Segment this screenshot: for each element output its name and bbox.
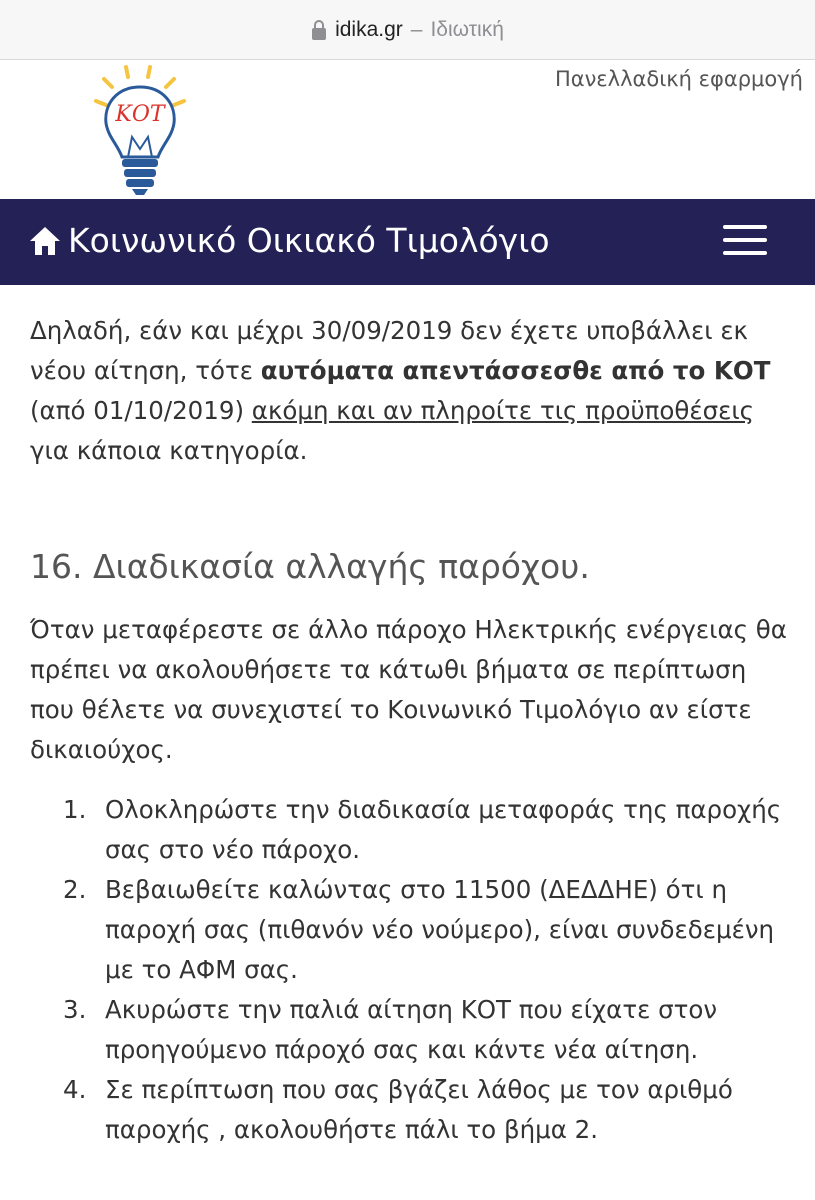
list-number: 4. — [63, 1075, 87, 1104]
kot-logo[interactable] — [88, 65, 192, 197]
paragraph-provider-change: Όταν μεταφέρεστε σε άλλο πάροχο Ηλεκτρικής ενέργειας θα πρέπει να ακολουθήσετε τα κάτωθι βήματα σε περίπτωση που θέλετε να συνεχιστεί το Κοινωνικό Τιμολόγιο αν είστε δικαιούχος. — [30, 615, 787, 764]
browser-url-bar[interactable] — [0, 0, 815, 60]
paragraph-auto-removal — [30, 311, 790, 471]
paragraph-bold-text: αυτόματα απεντάσσεσθε από το ΚΟΤ — [260, 356, 771, 385]
url-domain: idika.gr — [335, 17, 403, 41]
article-content — [0, 285, 815, 1200]
steps-list — [30, 790, 800, 1150]
list-item-text: Βεβαιωθείτε καλώντας στο 11500 (ΔΕΔΔΗΕ) ότι η παροχή σας (πιθανόν νέο νούμερο), είναι συνδεδεμένη με το ΑΦΜ σας. — [105, 875, 775, 984]
section-heading: 16. Διαδικασία αλλαγής παρόχου. — [30, 547, 590, 586]
list-item — [30, 990, 800, 1070]
list-item — [30, 790, 800, 870]
list-item — [30, 1070, 800, 1150]
list-item-text: Ακυρώστε την παλιά αίτηση ΚΟΤ που είχατε στον προηγούμενο πάροχό σας και κάντε νέα αίτηση. — [105, 995, 718, 1064]
conditions-link[interactable]: ακόμη και αν πληροίτε τις προϋποθέσεις — [251, 396, 755, 425]
site-title-link[interactable]: Κοινωνικό Οικιακό Τιμολόγιο — [68, 221, 550, 260]
list-item-text: Σε περίπτωση που σας βγάζει λάθος με τον αριθμό παροχής , ακολουθήστε πάλι το βήμα 2. — [105, 1075, 733, 1144]
list-number: 1. — [63, 795, 87, 824]
private-mode-label: Ιδιωτική — [430, 17, 504, 41]
paragraph-text: για κάποια κατηγορία. — [30, 436, 308, 465]
hamburger-menu-icon[interactable] — [723, 225, 767, 257]
list-item-text: Ολοκληρώστε την διαδικασία μεταφοράς της παροχής σας στο νέο πάροχο. — [105, 795, 782, 864]
logo-text: ΚΟΤ — [115, 102, 165, 127]
paragraph-text: (από 01/10/2019) — [30, 396, 252, 425]
list-number: 2. — [63, 875, 87, 904]
main-navbar — [0, 199, 815, 285]
site-tagline: Πανελλαδική εφαρμογή — [554, 67, 803, 91]
site-header — [0, 61, 815, 199]
list-number: 3. — [63, 995, 87, 1024]
url-separator: – — [410, 17, 423, 41]
home-icon[interactable] — [28, 224, 62, 258]
paragraph-text: Δηλαδή, εάν και μέχρι 30/09/2019 δεν έχετε υποβάλλει εκ νέου αίτηση, τότε — [30, 316, 749, 385]
url-display[interactable] — [311, 18, 504, 42]
lock-icon — [311, 19, 327, 41]
list-item — [30, 870, 800, 990]
